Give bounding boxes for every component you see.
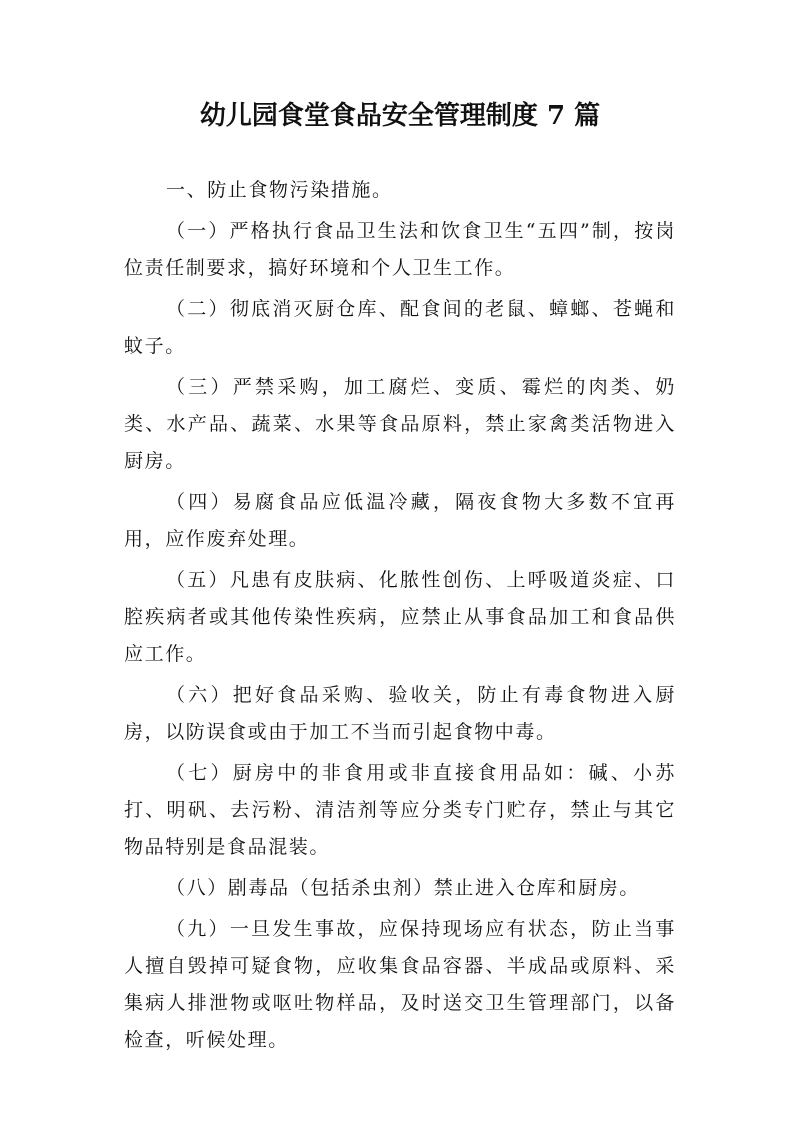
- paragraph-item-6: （六）把好食品采购、验收关，防止有毒食物进入厨房，以防误食或由于加工不当而引起食物中毒。: [124, 684, 676, 743]
- document-body: [124, 172, 676, 1059]
- paragraph-item-4: （四）易腐食品应低温冷藏，隔夜食物大多数不宜再用，应作废弃处理。: [124, 491, 676, 550]
- paragraph-item-3: （三）严禁采购，加工腐烂、变质、霉烂的肉类、奶类、水产品、蔬菜、水果等食品原料，禁止家禽类活物进入厨房。: [124, 376, 676, 472]
- paragraph-item-7: （七）厨房中的非食用或非直接食用品如：碱、小苏打、明矾、去污粉、清洁剂等应分类专门贮存，禁止与其它物品特别是食品混装。: [124, 762, 676, 858]
- paragraph-item-9: （九）一旦发生事故，应保持现场应有状态，防止当事人擅自毁掉可疑食物，应收集食品容器、半成品或原料、采集病人排泄物或呕吐物样品，及时送交卫生管理部门，以备检查，听候处理。: [124, 918, 676, 1051]
- paragraph-item-1: （一）严格执行食品卫生法和饮食卫生“五四”制，按岗位责任制要求，搞好环境和个人卫生工作。: [124, 220, 676, 279]
- document-title: 幼儿园食堂食品安全管理制度 7 篇: [199, 101, 601, 131]
- paragraph-item-5: （五）凡患有皮肤病、化脓性创伤、上呼吸道炎症、口腔疾病者或其他传染性疾病，应禁止从事食品加工和食品供应工作。: [124, 569, 676, 665]
- section-heading-1: 一、防止食物污染措施。: [166, 179, 393, 201]
- paragraph-item-2: （二）彻底消灭厨仓库、配食间的老鼠、蟑螂、苍蝇和蚊子。: [124, 298, 676, 357]
- paragraph-item-8: （八）剧毒品（包括杀虫剂）禁止进入仓库和厨房。: [166, 877, 640, 899]
